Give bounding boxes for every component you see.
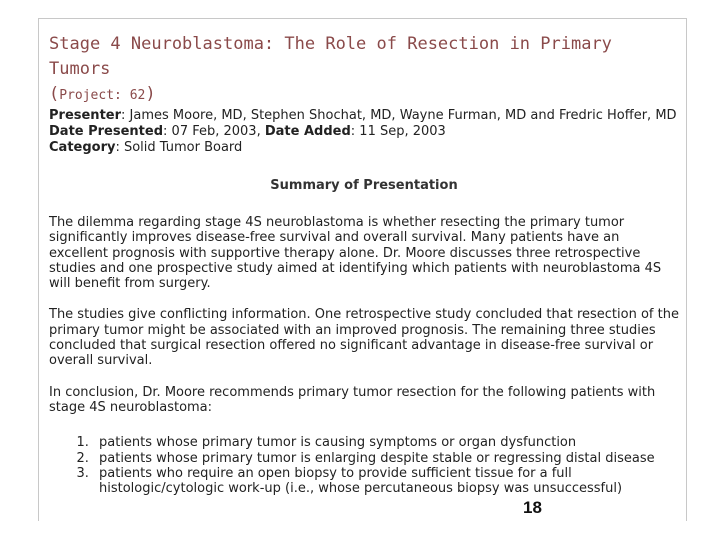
category-value: : Solid Tumor Board [115,140,243,155]
list-item: 2. patients whose primary tumor is enlarging despite stable or regressing distal disease [93,451,679,466]
list-item: 3. patients who require an open biopsy to provide sufficient tissue for a full histologic/cytologic work-up (i.e., whose percutaneous biopsy was unsuccessful) [93,466,679,497]
date-line [49,124,679,140]
paragraph-studies: The studies give conflicting information. One retrospective study concluded that resection of the primary tumor might be associated with an improved prognosis. The remaining three studies concluded that surgical resection offered no significant advantage in disease-free survival or overall survival. [49,307,679,369]
date-presented-value: : 07 Feb, 2003, [163,124,265,139]
date-added-label: Date Added [264,124,351,139]
presenter-label: Presenter [49,108,122,123]
list-item: 1. patients whose primary tumor is causing symptoms or organ dysfunction [93,435,679,450]
page-number: 18 [523,498,542,517]
title-text: Stage 4 Neuroblastoma: The Role of Resection in Primary Tumors [49,34,612,79]
summary-heading: Summary of Presentation [270,178,458,193]
recommendation-list [49,435,679,496]
date-presented-label: Date Presented [49,124,164,139]
project-label: Project: 62 [59,88,146,103]
date-added-value: : 11 Sep, 2003 [350,124,446,139]
title-paren-close: ) [145,84,156,104]
document-content [49,32,679,496]
category-label: Category [49,140,116,155]
presenter-value: : James Moore, MD, Stephen Shochat, MD, Wayne Furman, MD and Fredric Hoffer, MD [121,108,677,123]
presenter-line [49,108,679,124]
paragraph-dilemma: The dilemma regarding stage 4S neuroblastoma is whether resecting the primary tumor significantly improves disease-free survival and overall survival. Many patients have an excellent prognosis with supportive therapy alone. Dr. Moore discusses three retrospective studies and one prospective study aimed at identifying which patients with neuroblastoma 4S will benefit from surgery. [49,215,662,292]
document-title [49,32,679,108]
category-line [49,140,679,156]
paragraph-conclusion: In conclusion, Dr. Moore recommends primary tumor resection for the following patients with stage 4S neuroblastoma: [49,384,656,415]
title-paren-open: ( [49,84,60,104]
